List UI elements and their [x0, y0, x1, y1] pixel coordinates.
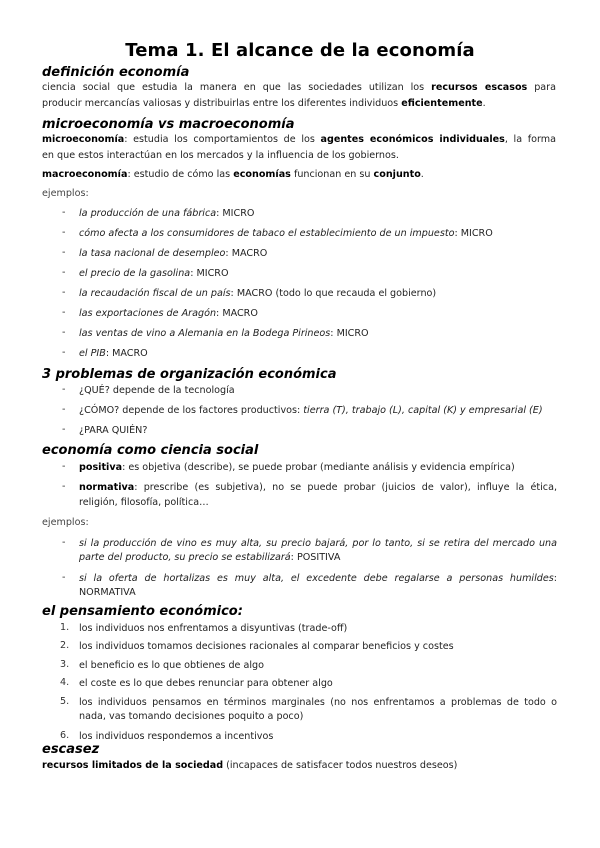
ejemplos-label: ejemplos:: [42, 188, 89, 199]
example-item: cómo afecta a los consumidores de tabaco el establecimiento de un impuesto: MICRO: [79, 228, 493, 239]
bullet-dash: -: [62, 307, 66, 318]
micro-definition-line-1: microeconomía: estudia los comportamientos de los agentes económicos individuales, la forma: [42, 134, 556, 145]
example-normativa-line-2: NORMATIVA: [79, 587, 136, 598]
problem-como: ¿CÓMO? depende de los factores productivos: tierra (T), trabajo (L), capital (K) y empresarial (E): [79, 405, 543, 416]
bullet-dash: -: [62, 537, 66, 548]
bullet-dash: -: [62, 227, 66, 238]
list-number: 6.: [60, 730, 70, 741]
bullet-dash: -: [62, 247, 66, 258]
bullet-dash: -: [62, 327, 66, 338]
list-number: 4.: [60, 677, 70, 688]
example-item: la tasa nacional de desempleo: MACRO: [79, 248, 268, 259]
bullet-dash: -: [62, 424, 66, 435]
example-positiva-line-1: si la producción de vino es muy alta, su precio bajará, por lo tanto, si se retira del mercado una: [79, 538, 557, 549]
example-positiva-line-2: parte del producto, su precio se estabilizará: POSITIVA: [79, 552, 341, 563]
ejemplos-label: ejemplos:: [42, 517, 89, 528]
list-item: los individuos nos enfrentamos a disyuntivas (trade-off): [79, 623, 348, 634]
escasez-definition: recursos limitados de la sociedad (incapaces de satisfacer todos nuestros deseos): [42, 760, 458, 771]
heading-definicion: definición economía: [42, 65, 190, 80]
heading-escasez: escasez: [42, 742, 100, 757]
bullet-dash: -: [62, 404, 66, 415]
page-title: Tema 1. El alcance de la economía: [125, 40, 475, 61]
bullet-dash: -: [62, 384, 66, 395]
heading-micro-macro: microeconomía vs macroeconomía: [42, 117, 295, 132]
definicion-line-2: producir mercancías valiosas y distribuirlas entre los diferentes individuos eficientemente.: [42, 98, 486, 109]
definicion-line-1: ciencia social que estudia la manera en que las sociedades utilizan los recursos escasos para: [42, 82, 556, 93]
bullet-dash: -: [62, 572, 66, 583]
list-number: 3.: [60, 659, 70, 670]
list-item: los individuos tomamos decisiones racionales al comparar beneficios y costes: [79, 641, 454, 652]
list-item-continuation: nada, vas tomando decisiones poquito a poco): [79, 711, 304, 722]
problem-que: ¿QUÉ? depende de la tecnología: [79, 385, 235, 396]
normativa-definition-line-1: normativa: prescribe (es subjetiva), no se puede probar (juicios de valor), influye la ética,: [79, 482, 557, 493]
micro-definition-line-2: en que estos interactúan en los mercados y la influencia de los gobiernos.: [42, 150, 399, 161]
list-number: 2.: [60, 640, 70, 651]
example-item: el precio de la gasolina: MICRO: [79, 268, 229, 279]
bullet-dash: -: [62, 347, 66, 358]
positiva-definition: positiva: es objetiva (describe), se puede probar (mediante análisis y evidencia empírica): [79, 462, 515, 473]
bullet-dash: -: [62, 287, 66, 298]
example-item: la recaudación fiscal de un país: MACRO (todo lo que recauda el gobierno): [79, 288, 437, 299]
example-item: las ventas de vino a Alemania en la Bodega Pirineos: MICRO: [79, 328, 369, 339]
list-item: los individuos respondemos a incentivos: [79, 731, 274, 742]
list-number: 1.: [60, 622, 70, 633]
example-item: la producción de una fábrica: MICRO: [79, 208, 255, 219]
normativa-definition-line-2: religión, filosofía, política…: [79, 497, 209, 508]
example-item: el PIB: MACRO: [79, 348, 148, 359]
bullet-dash: -: [62, 207, 66, 218]
list-item: los individuos pensamos en términos marginales (no nos enfrentamos a problemas de todo o: [79, 697, 557, 708]
heading-pensamiento: el pensamiento económico:: [42, 604, 243, 619]
list-item: el beneficio es lo que obtienes de algo: [79, 660, 265, 671]
list-item: el coste es lo que debes renunciar para obtener algo: [79, 678, 333, 689]
heading-ciencia-social: economía como ciencia social: [42, 443, 259, 458]
example-item: las exportaciones de Aragón: MACRO: [79, 308, 258, 319]
list-number: 5.: [60, 696, 70, 707]
problem-para-quien: ¿PARA QUIÉN?: [79, 425, 148, 436]
bullet-dash: -: [62, 267, 66, 278]
bullet-dash: -: [62, 461, 66, 472]
macro-definition: macroeconomía: estudio de cómo las economías funcionan en su conjunto.: [42, 169, 424, 180]
heading-3-problemas: 3 problemas de organización económica: [42, 367, 337, 382]
bullet-dash: -: [62, 481, 66, 492]
example-normativa-line-1: si la oferta de hortalizas es muy alta, el excedente debe regalarse a personas humildes:: [79, 573, 557, 584]
